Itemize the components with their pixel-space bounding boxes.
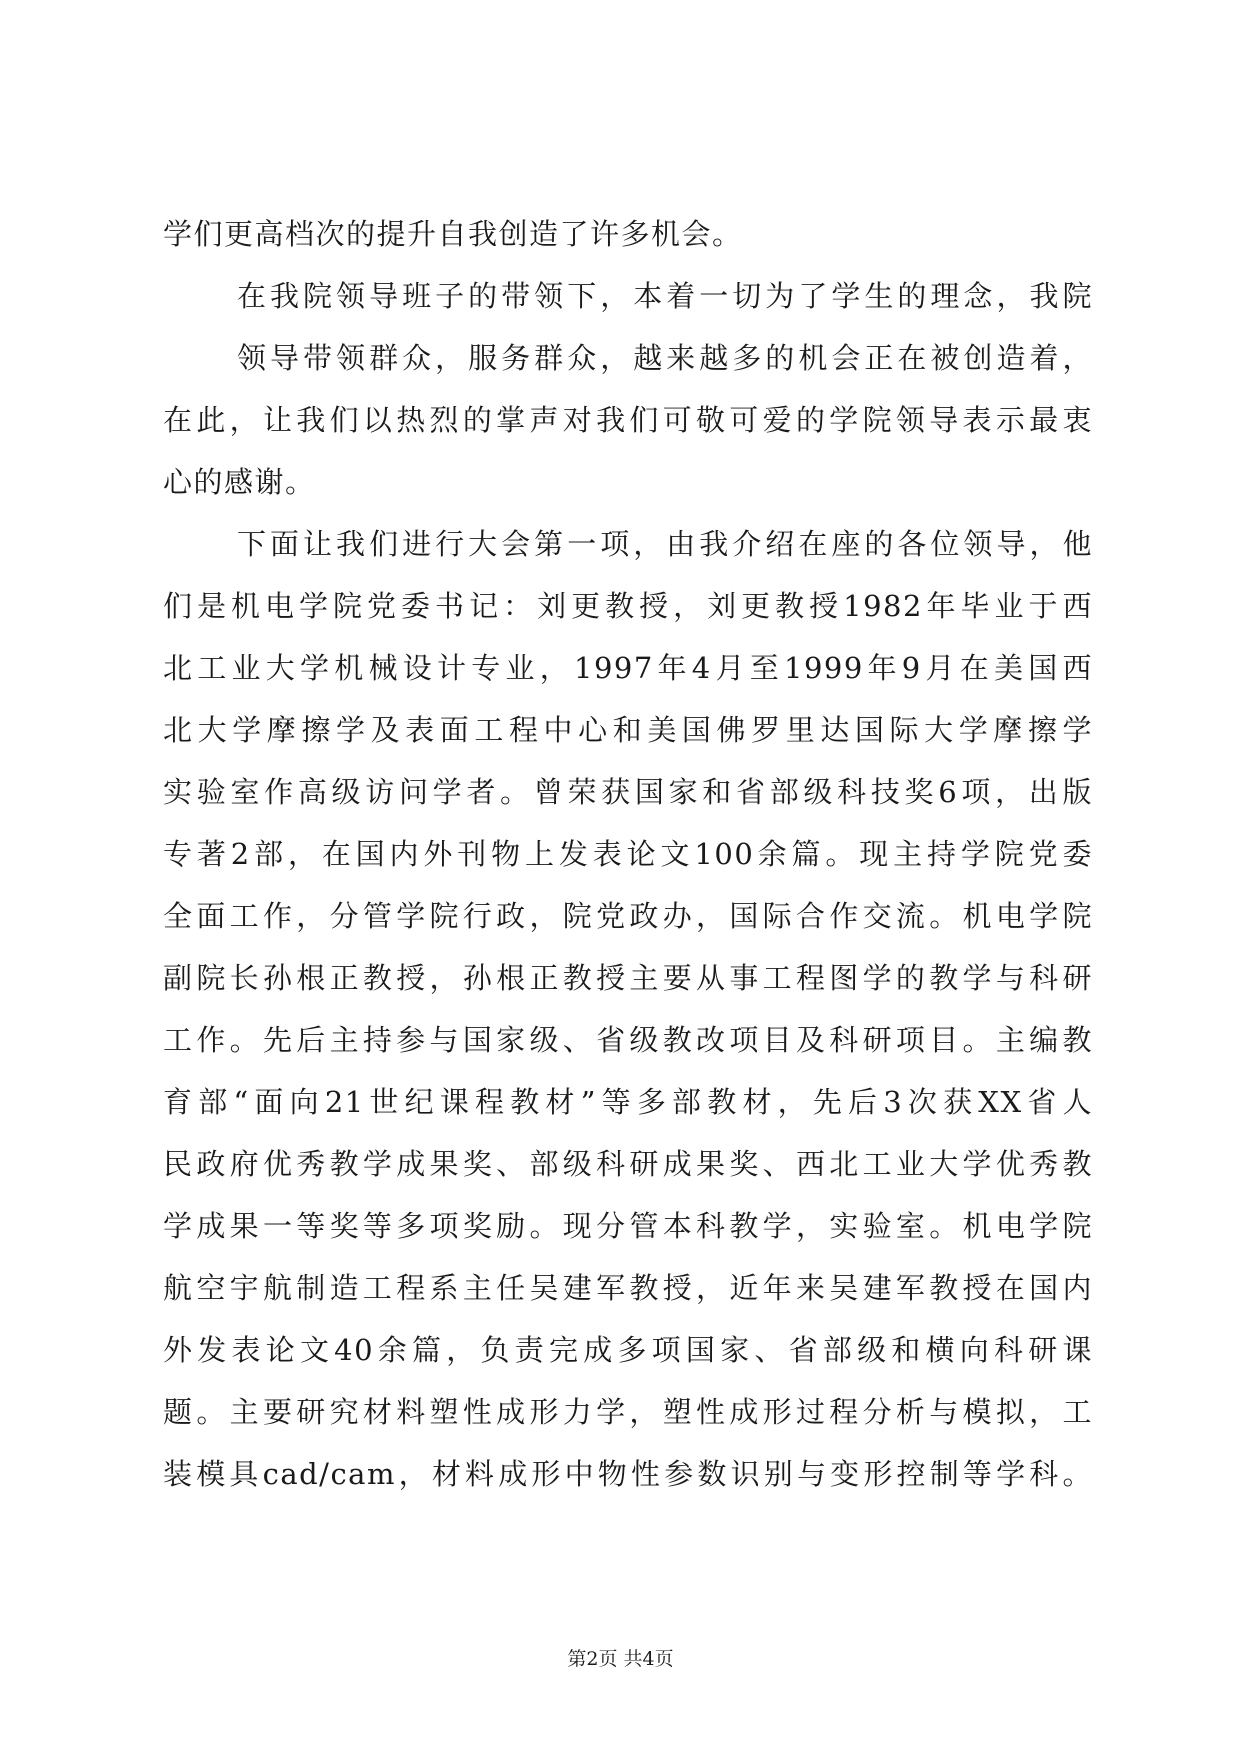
text-line: 外发表论文40余篇，负责完成多项国家、省部级和横向科研课	[163, 1333, 1093, 1367]
body-text	[163, 203, 1093, 1505]
text-line: 在此，让我们以热烈的掌声对我们可敬可爱的学院领导表示最衷	[163, 403, 1093, 437]
text-line: 题。主要研究材料塑性成形力学，塑性成形过程分析与模拟，工	[163, 1395, 1093, 1429]
text-line: 民政府优秀教学成果奖、部级科研成果奖、西北工业大学优秀教	[163, 1147, 1093, 1181]
text-line: 学成果一等奖等多项奖励。现分管本科教学，实验室。机电学院	[163, 1209, 1093, 1243]
text-line: 北工业大学机械设计专业，1997年4月至1999年9月在美国西	[163, 651, 1093, 685]
page-number: 第2页 共4页	[567, 1648, 674, 1670]
text-line: 实验室作高级访问学者。曾荣获国家和省部级科技奖6项，出版	[163, 775, 1093, 809]
text-line: 们是机电学院党委书记：刘更教授，刘更教授1982年毕业于西	[163, 589, 1093, 623]
text-line: 工作。先后主持参与国家级、省级教改项目及科研项目。主编教	[163, 1023, 1093, 1057]
text-line: 装模具cad/cam，材料成形中物性参数识别与变形控制等学科。	[163, 1457, 1093, 1491]
text-line: 副院长孙根正教授，孙根正教授主要从事工程图学的教学与科研	[163, 961, 1093, 995]
text-line: 专著2部，在国内外刊物上发表论文100余篇。现主持学院党委	[163, 837, 1093, 871]
text-line: 航空宇航制造工程系主任吴建军教授，近年来吴建军教授在国内	[163, 1271, 1093, 1305]
text-line: 学们更高档次的提升自我创造了许多机会。	[163, 217, 743, 251]
text-line: 心的感谢。	[163, 465, 316, 499]
text-line: 领导带领群众，服务群众，越来越多的机会正在被创造着，	[237, 341, 1093, 375]
text-line: 育部“面向21世纪课程教材”等多部教材，先后3次获XX省人	[163, 1085, 1093, 1119]
text-line: 在我院领导班子的带领下，本着一切为了学生的理念，我院	[237, 279, 1093, 313]
text-line: 北大学摩擦学及表面工程中心和美国佛罗里达国际大学摩擦学	[163, 713, 1093, 747]
text-line: 下面让我们进行大会第一项，由我介绍在座的各位领导，他	[237, 527, 1093, 561]
text-line: 全面工作，分管学院行政，院党政办，国际合作交流。机电学院	[163, 899, 1093, 933]
